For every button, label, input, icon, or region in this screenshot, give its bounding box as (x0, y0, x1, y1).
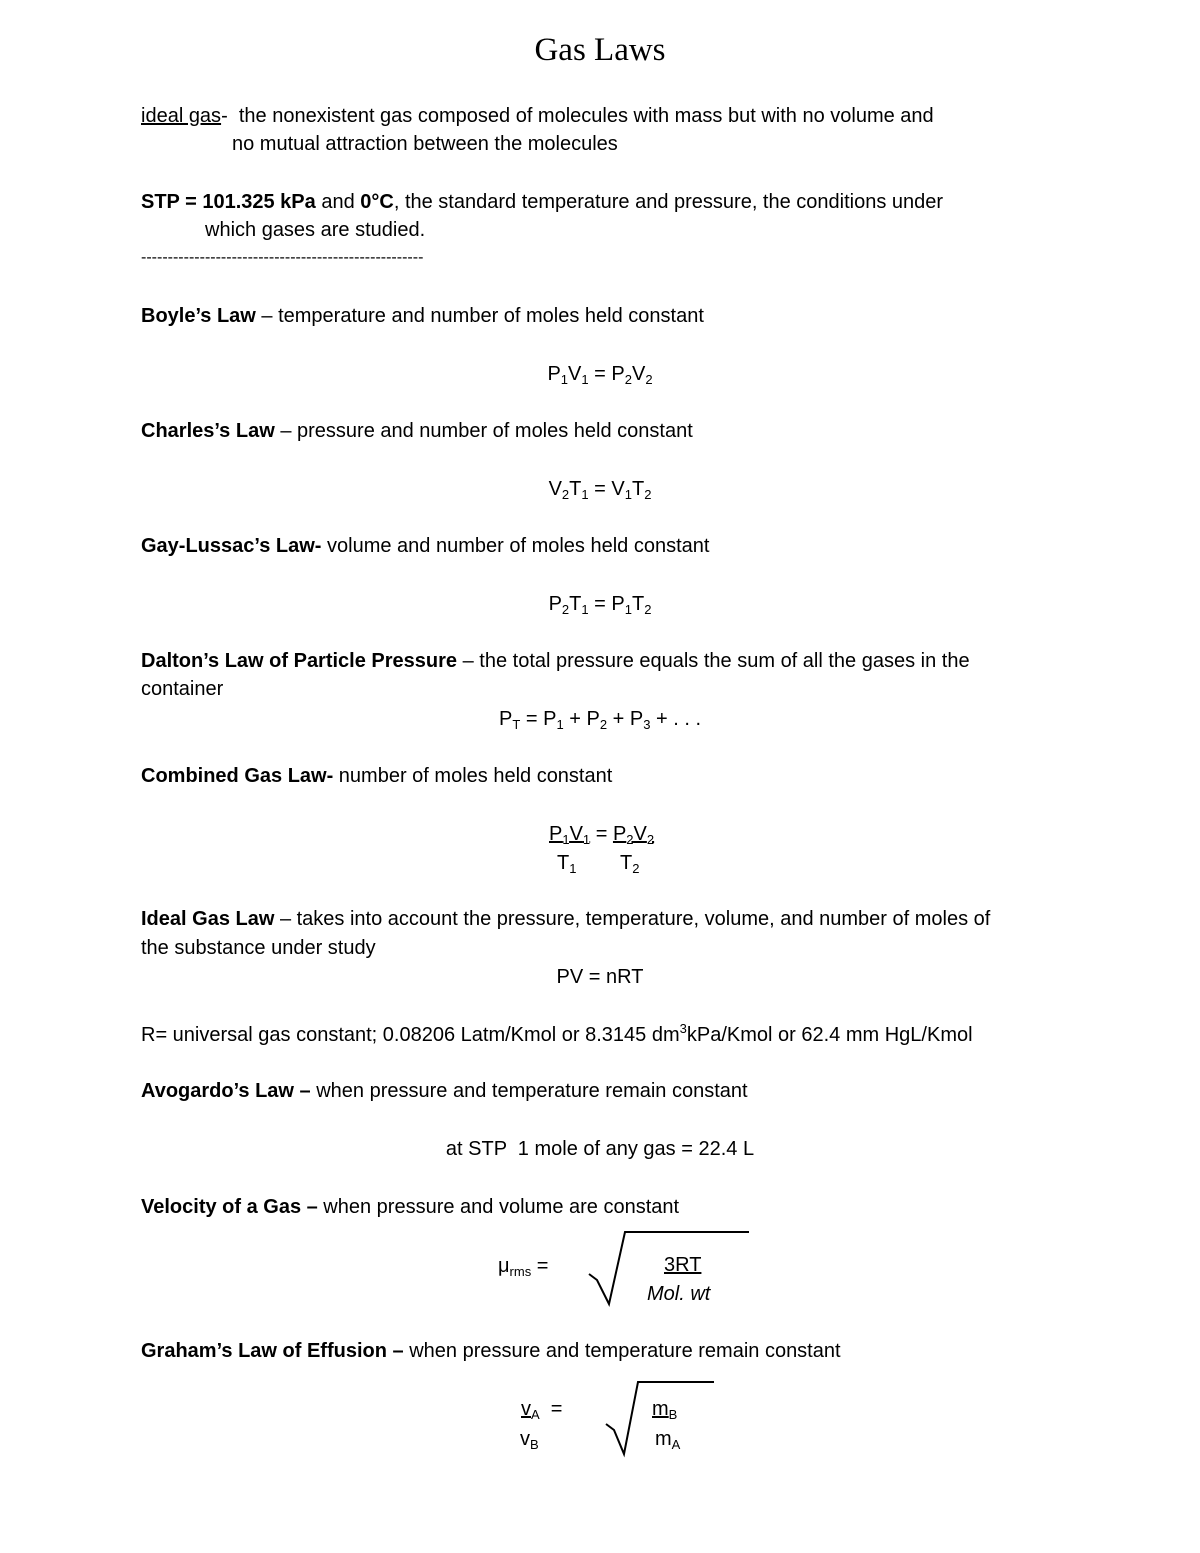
ideal-gas-law-desc-1: – takes into account the pressure, temperature, volume, and number of moles of (274, 908, 991, 930)
gas-constant-line: R= universal gas constant; 0.08206 Latm/Kmol or 8.3145 $dm^3kPa$/Kmol or 62.4 mm HgL/Kmol (141, 1021, 973, 1046)
graham-lhs-numerator: $v_A$ = (521, 1398, 563, 1422)
velocity-name: Velocity of a Gas – (141, 1196, 318, 1218)
velocity-desc: when pressure and volume are constant (317, 1196, 680, 1218)
dalton-law-name: Dalton’s Law of Particle Pressure (141, 650, 458, 672)
avogadro-law-desc: when pressure and temperature remain constant (310, 1080, 748, 1102)
charles-law-name: Charles’s Law (141, 420, 275, 442)
boyle-law-name: Boyle’s Law (141, 305, 256, 327)
combined-equation-denominator-right: $T_2$ (620, 852, 640, 876)
ideal-gas-law-name: Ideal Gas Law (141, 908, 275, 930)
avogadro-equation: at STP 1 mole of any gas = 22.4 L (445, 1138, 755, 1160)
boyle-equation: $P_1V_1 = P_2V_2$ (547, 363, 653, 387)
dalton-law-desc-1: – the total pressure equals the sum of all the gases in the (457, 650, 970, 672)
stp-text-2: which gases are studied. (205, 219, 426, 241)
graham-numerator: $m_B$ (652, 1398, 678, 1422)
graham-law-heading (141, 1339, 841, 1363)
ideal-gas-text-1: the nonexistent gas composed of molecules with mass but with no volume and (227, 105, 934, 127)
avogadro-law-name: Avogardo’s Law – (141, 1080, 311, 1102)
charles-equation: $V_2T_1 = V_1T_2$ (548, 478, 652, 502)
velocity-heading (141, 1195, 679, 1219)
combined-gas-law-name: Combined Gas Law- (141, 765, 334, 787)
graham-denominator: $m_A$ (655, 1428, 681, 1452)
combined-equation-denominator-left: $T_1$ (557, 852, 577, 876)
combined-gas-law-heading (141, 764, 612, 788)
ideal-gas-definition (141, 104, 934, 128)
combined-gas-law-desc: number of moles held constant (333, 765, 613, 787)
velocity-numerator: 3RT (664, 1254, 702, 1276)
ideal-gas-dash: - (221, 105, 228, 127)
ideal-gas-equation: PV = nRT (556, 966, 644, 988)
dalton-law-desc-2: container (141, 678, 224, 700)
ideal-gas-law-desc-2: the substance under study (141, 937, 376, 959)
stp-value: STP = 101.325 kPa (141, 191, 316, 213)
graham-law-name: Graham’s Law of Effusion – (141, 1340, 404, 1362)
boyle-law-heading (141, 304, 704, 328)
dalton-equation: $P_T = P_1 + P_2 + P_3$ + . . . (499, 708, 701, 732)
graham-law-desc: when pressure and temperature remain constant (403, 1340, 841, 1362)
charles-law-heading (141, 419, 693, 443)
divider-line: ----------------------------------------------------- (141, 249, 424, 266)
stp-text-1: , the standard temperature and pressure, the conditions under (393, 191, 944, 213)
graham-lhs-denominator: $v_B$ (520, 1428, 539, 1452)
gay-lussac-law-desc: volume and number of moles held constant (321, 535, 710, 557)
boyle-law-desc: – temperature and number of moles held constant (255, 305, 704, 327)
dalton-law-heading (141, 649, 970, 673)
stp-temp: 0°C (360, 191, 394, 213)
charles-law-desc: – pressure and number of moles held constant (274, 420, 693, 442)
ideal-gas-text-2: no mutual attraction between the molecules (232, 133, 618, 155)
avogadro-law-heading (141, 1079, 748, 1103)
page-title: Gas Laws (534, 32, 666, 68)
ideal-gas-law-heading (141, 907, 990, 931)
ideal-gas-term: ideal gas (141, 105, 222, 127)
gay-lussac-law-name: Gay-Lussac’s Law- (141, 535, 322, 557)
gay-lussac-equation: $P_2T_1 = P_1T_2$ (548, 593, 652, 617)
velocity-lhs: $\mu_{rms}$ = (498, 1255, 549, 1279)
stp-and: and (315, 191, 361, 213)
stp-definition (141, 190, 943, 214)
combined-equation-numerator: $P_1V_1 = P_2V_2$ (549, 823, 655, 847)
gay-lussac-law-heading (141, 534, 709, 558)
velocity-denominator: Mol. wt (647, 1283, 711, 1305)
